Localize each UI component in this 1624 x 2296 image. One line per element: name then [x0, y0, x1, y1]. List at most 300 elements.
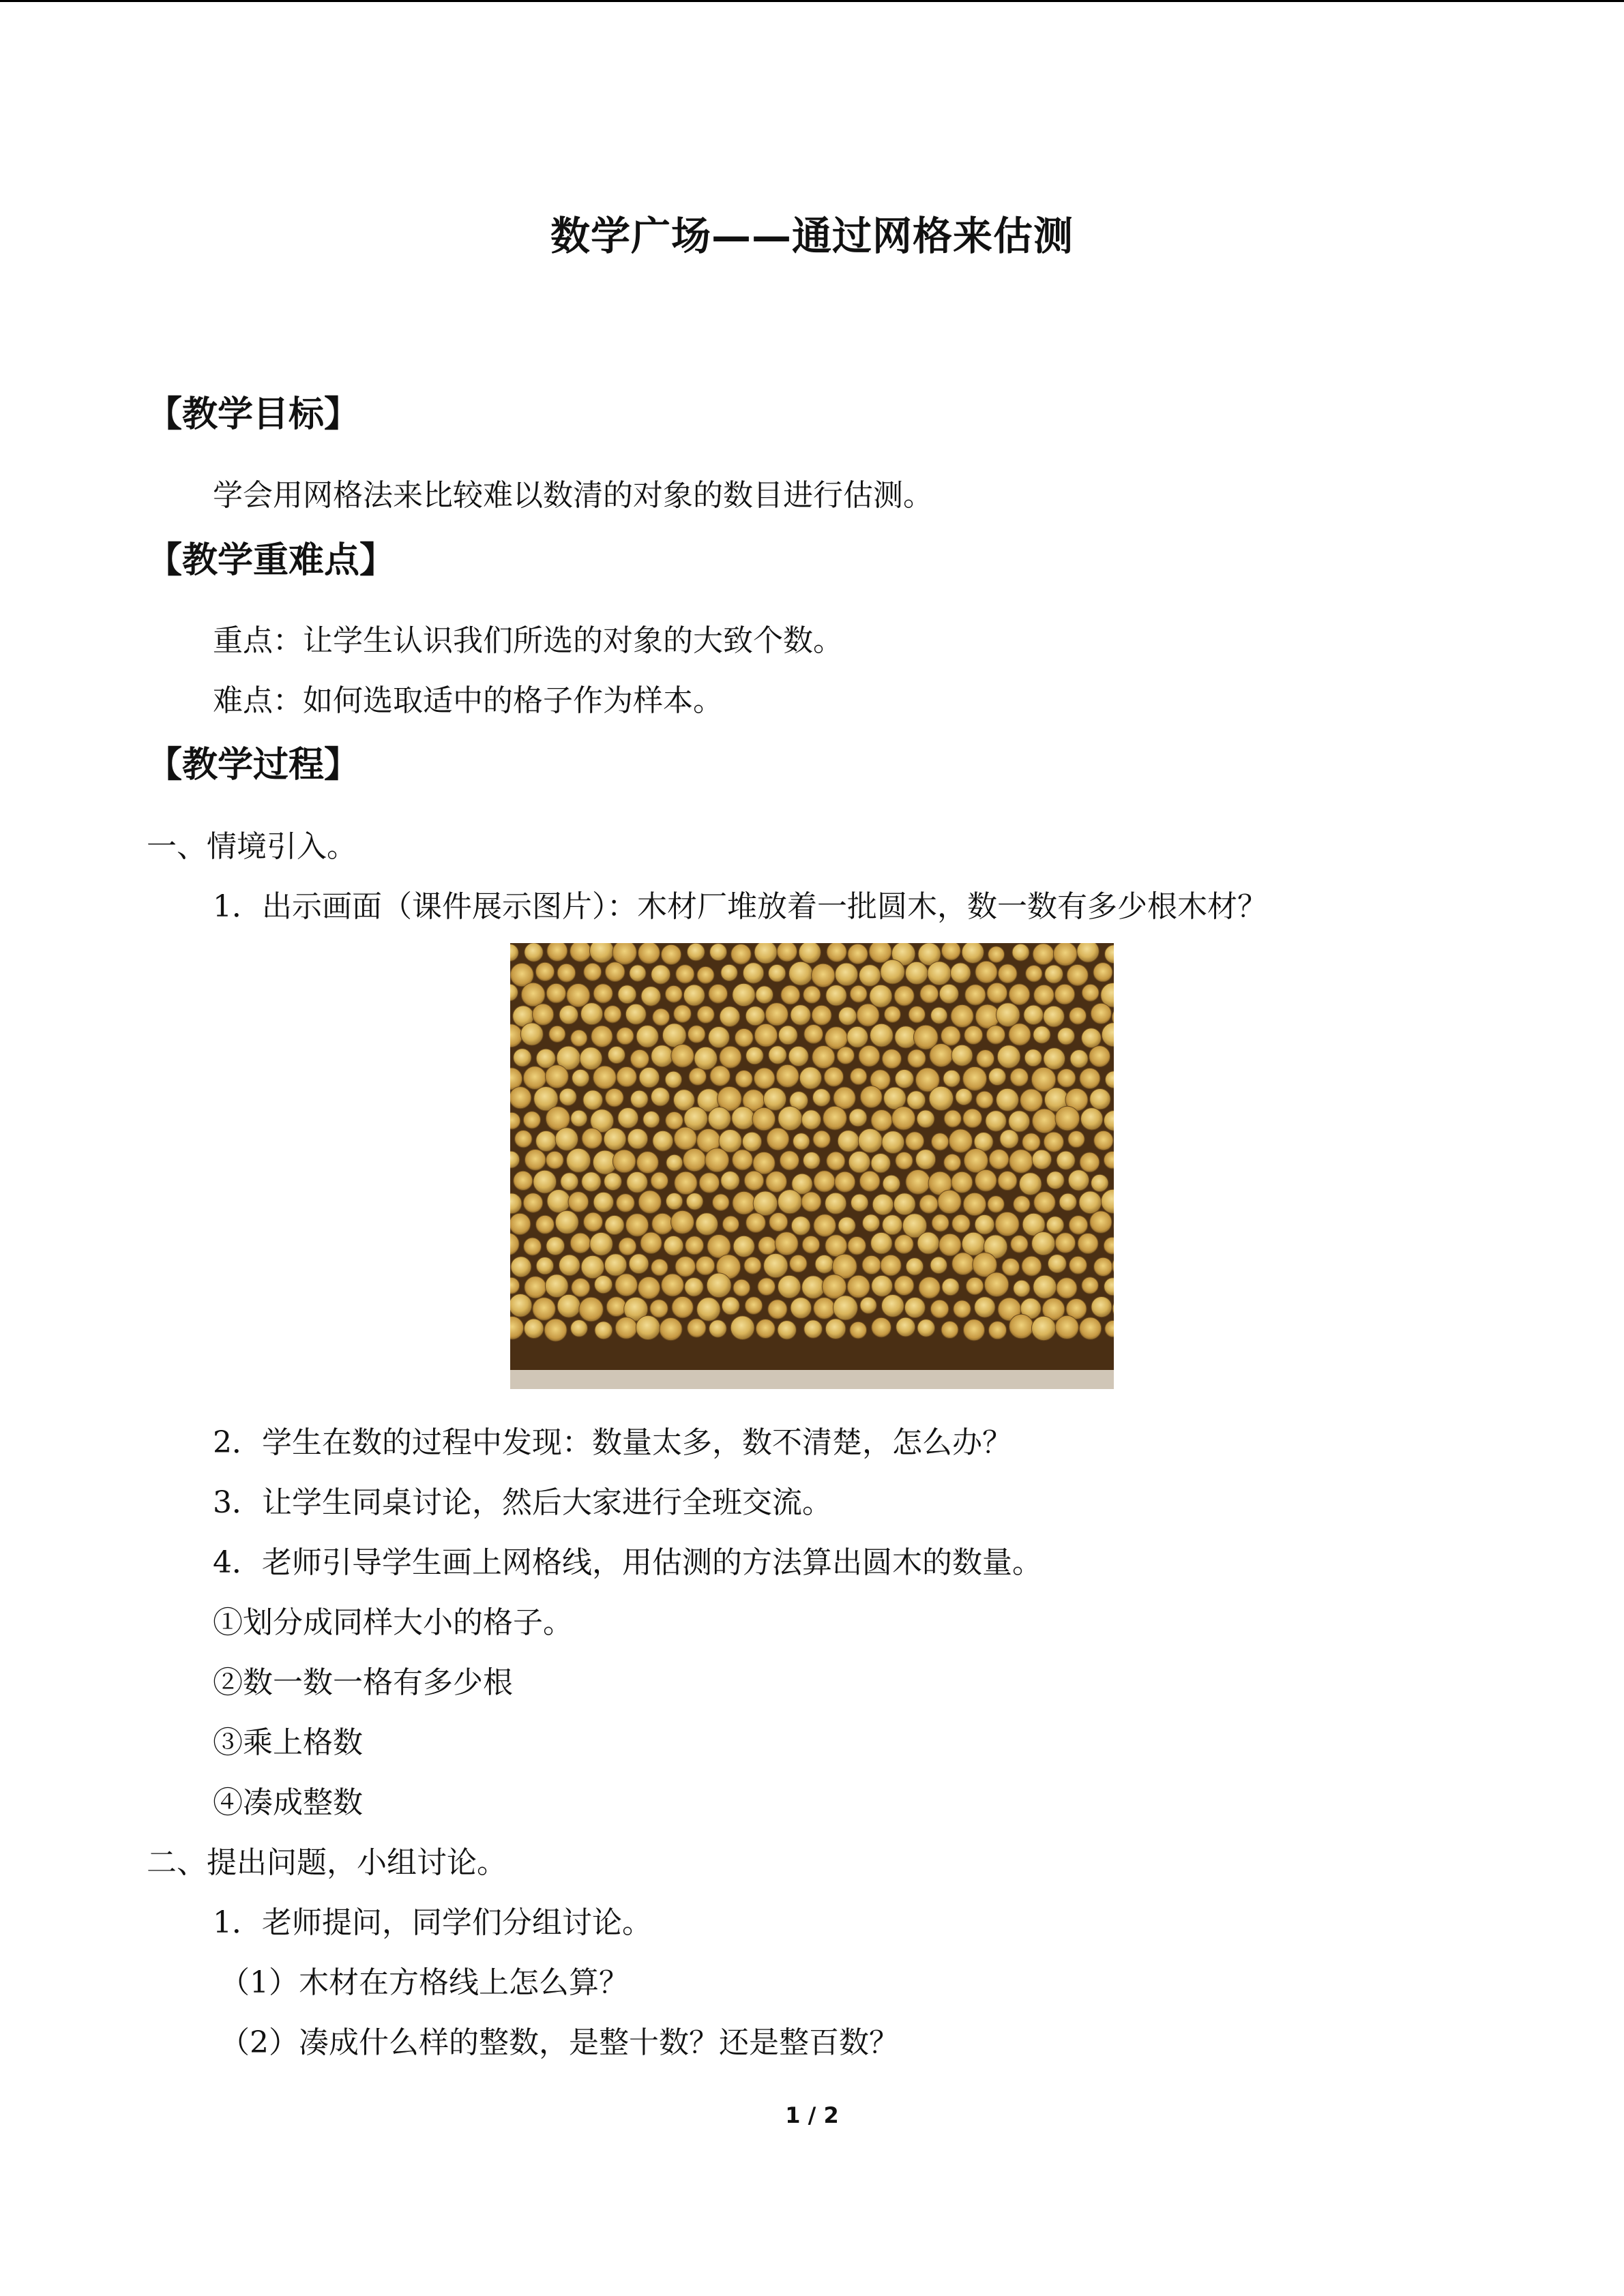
process-section-2: 二、提出问题，小组讨论。 [147, 1845, 507, 1880]
log-end [651, 965, 670, 984]
log-end [625, 1004, 646, 1024]
log-end [869, 943, 891, 963]
log-end [847, 1026, 868, 1047]
log-end [907, 1091, 926, 1109]
log-end [546, 1107, 570, 1131]
log-end [604, 1173, 622, 1191]
log-end [697, 1298, 720, 1321]
log-end [1070, 1050, 1088, 1068]
log-end [1089, 1046, 1110, 1067]
log-end [823, 1106, 847, 1130]
log-end [858, 1129, 882, 1152]
log-end [812, 1046, 835, 1069]
log-end [1032, 1150, 1051, 1169]
log-end [581, 1003, 603, 1025]
log-end [941, 943, 960, 960]
log-end [744, 1257, 761, 1274]
log-end [1046, 1217, 1064, 1234]
log-end [998, 964, 1017, 983]
log-end [661, 944, 681, 964]
log-end [665, 985, 682, 1002]
log-end [1059, 1193, 1076, 1210]
log-end [908, 1049, 926, 1068]
log-end [665, 1071, 681, 1088]
log-pile-photo [510, 943, 1114, 1389]
log-end [745, 1297, 763, 1315]
log-end [579, 1297, 604, 1322]
log-end [1009, 1024, 1031, 1045]
log-end [536, 1257, 553, 1274]
log-end [871, 1232, 892, 1253]
process-step-2: 2．学生在数的过程中发现：数量太多，数不清楚，怎么办？ [213, 1425, 1012, 1460]
log-end [949, 1129, 972, 1152]
log-end [1011, 1236, 1029, 1253]
log-end [720, 1046, 741, 1068]
log-end [881, 1255, 902, 1276]
log-end [870, 985, 892, 1007]
log-end [1044, 1132, 1063, 1152]
log-end [709, 1320, 727, 1338]
log-end [1044, 1006, 1065, 1027]
log-end [1014, 1196, 1031, 1213]
log-end [627, 1172, 648, 1193]
log-end [514, 1049, 531, 1067]
log-end [894, 1235, 913, 1254]
log-end [561, 1173, 578, 1191]
log-end [1033, 1026, 1050, 1043]
log-end [671, 1045, 694, 1068]
log-end [745, 1007, 765, 1026]
log-end [894, 1193, 915, 1215]
log-end [722, 1216, 739, 1232]
log-end [666, 1154, 683, 1171]
log-end [570, 943, 591, 961]
log-end [827, 1152, 845, 1170]
log-end [1069, 1007, 1087, 1024]
log-end [1026, 966, 1042, 982]
log-end [917, 1232, 939, 1254]
log-end [962, 1232, 985, 1255]
log-end [1090, 1089, 1110, 1109]
log-end [674, 1005, 692, 1023]
log-end [859, 1171, 880, 1191]
log-end [871, 1154, 890, 1173]
log-end [815, 1255, 833, 1273]
log-end [653, 1131, 673, 1151]
log-end [848, 1236, 866, 1255]
log-end [608, 1046, 625, 1063]
key-point-text: 重点：让学生认识我们所选的对象的大致个数。 [213, 623, 843, 658]
log-end [685, 1278, 703, 1296]
log-end [536, 1049, 555, 1068]
log-end [778, 1190, 801, 1214]
log-end [1057, 1069, 1076, 1087]
question-2: （2）凑成什么样的整数，是整十数？还是整百数？ [220, 2025, 899, 2060]
log-end [510, 1213, 531, 1234]
log-end [697, 1006, 714, 1023]
log-end [849, 1109, 867, 1127]
log-end [1091, 1297, 1112, 1317]
log-end [710, 944, 727, 961]
log-end [571, 1320, 588, 1337]
log-end [694, 1047, 718, 1070]
log-end [996, 1088, 1019, 1111]
log-end [709, 1027, 730, 1048]
log-end [799, 943, 821, 964]
log-end [630, 1049, 649, 1068]
log-end [824, 1067, 843, 1086]
document-title: 数学广场——通过网格来估测 [550, 213, 1074, 259]
log-end [629, 1254, 649, 1274]
log-end [802, 1276, 825, 1298]
log-end [943, 1070, 960, 1087]
log-end [1031, 1316, 1055, 1340]
log-end [965, 985, 986, 1005]
log-end [731, 944, 752, 965]
log-end [744, 1171, 764, 1191]
log-end [720, 1007, 740, 1027]
log-end [860, 1297, 876, 1313]
log-end [672, 1296, 693, 1317]
log-end [883, 1175, 900, 1192]
log-end [525, 1277, 546, 1298]
log-end [546, 1237, 565, 1255]
log-end [735, 1071, 752, 1088]
log-end [547, 943, 567, 961]
log-end [593, 1192, 613, 1212]
log-end [525, 943, 543, 961]
log-end [944, 1154, 961, 1171]
substep-2: ②数一数一格有多少根 [213, 1665, 513, 1700]
log-end [721, 1172, 739, 1190]
log-end [697, 966, 714, 983]
log-end [617, 1067, 636, 1086]
log-end [583, 1090, 603, 1110]
log-end [850, 1322, 867, 1339]
log-end [756, 986, 773, 1004]
log-end [916, 1150, 936, 1169]
log-end [986, 1026, 1005, 1044]
log-end [1022, 1133, 1040, 1151]
log-end [1082, 1277, 1099, 1294]
log-end [1054, 984, 1075, 1004]
log-end [612, 1150, 636, 1173]
log-end [557, 964, 576, 982]
log-end [653, 1009, 670, 1026]
log-end [1078, 1234, 1098, 1254]
log-end [652, 1213, 673, 1234]
log-end [1080, 1152, 1099, 1172]
log-end [812, 964, 836, 987]
log-end [733, 1150, 753, 1170]
log-end [988, 946, 1005, 963]
log-end [1068, 1170, 1089, 1191]
log-end [523, 1112, 540, 1129]
log-end [931, 1007, 947, 1024]
log-end [743, 963, 763, 983]
log-end [590, 1232, 613, 1255]
log-end [1053, 943, 1077, 966]
log-end [905, 961, 928, 984]
process-section-1: 一、情境引入。 [147, 829, 357, 864]
log-end [1045, 965, 1063, 983]
log-end [881, 959, 905, 984]
log-end [930, 1044, 953, 1067]
log-end [871, 1110, 892, 1131]
log-end [636, 1026, 658, 1047]
log-end [651, 1045, 673, 1067]
process-step-4: 4．老师引导学生画上网格线，用估测的方法算出圆木的数量。 [213, 1545, 1042, 1580]
log-end [951, 1045, 973, 1066]
log-end [514, 1171, 533, 1190]
log-end [977, 1050, 994, 1068]
difficult-point-text: 难点：如何选取适中的格子作为样本。 [213, 683, 723, 718]
log-end [568, 1192, 589, 1212]
log-end [989, 1068, 1006, 1085]
log-end [685, 1236, 704, 1255]
log-end [571, 1030, 587, 1046]
log-end [1044, 1048, 1065, 1070]
log-end [859, 965, 881, 987]
log-end [675, 1172, 697, 1194]
log-end [662, 1274, 684, 1296]
log-end [625, 1214, 648, 1236]
log-end [1009, 1111, 1030, 1132]
log-end [1080, 1068, 1100, 1088]
log-end [559, 1005, 578, 1024]
log-end [638, 943, 660, 964]
log-end [939, 1234, 962, 1256]
log-end [801, 1192, 821, 1212]
log-end [544, 1319, 567, 1341]
log-end [942, 1279, 959, 1296]
log-end [812, 1005, 831, 1025]
log-end [975, 1297, 995, 1317]
log-end [882, 1295, 904, 1317]
log-end [930, 1300, 949, 1318]
log-end [966, 1277, 984, 1295]
log-end [793, 1133, 810, 1150]
log-end [872, 1275, 893, 1296]
log-end [814, 1298, 835, 1319]
top-border [0, 0, 1624, 2]
log-end [689, 1068, 706, 1085]
log-end [1012, 944, 1029, 961]
log-end [986, 1111, 1006, 1131]
log-end [666, 1193, 682, 1209]
log-end [769, 1212, 788, 1231]
log-end [765, 1003, 788, 1026]
log-end [1014, 1280, 1030, 1296]
log-end [547, 1190, 570, 1213]
log-end [523, 1193, 543, 1213]
log-end [1069, 1216, 1088, 1235]
log-end [696, 1213, 718, 1236]
log-end [975, 961, 997, 983]
log-end [826, 985, 846, 1006]
log-end [906, 1132, 924, 1150]
log-end [559, 1088, 576, 1105]
objective-text: 学会用网格法来比较难以数清的对象的数目进行估测。 [213, 478, 933, 513]
log-end [631, 1090, 649, 1108]
log-end [546, 1151, 563, 1169]
log-end [954, 1300, 971, 1318]
log-end [640, 1232, 662, 1253]
log-end [941, 1026, 961, 1046]
log-end [825, 1027, 847, 1049]
log-end [859, 1045, 880, 1067]
log-end [696, 1256, 715, 1275]
log-end [638, 1277, 660, 1298]
log-end [1090, 1211, 1112, 1233]
log-end [789, 961, 813, 985]
log-end [1033, 1275, 1057, 1298]
log-end [976, 1091, 993, 1108]
log-end [671, 1210, 694, 1234]
log-end [758, 1236, 776, 1254]
log-end [870, 1024, 894, 1047]
log-end [884, 1087, 906, 1109]
log-end [906, 1258, 923, 1275]
log-end [1091, 1174, 1108, 1191]
log-end [572, 1279, 590, 1297]
log-end [1055, 1315, 1078, 1339]
log-end [838, 1217, 855, 1234]
log-end [612, 943, 636, 964]
log-end [510, 1294, 532, 1317]
log-end [963, 1193, 986, 1215]
log-end [732, 1107, 754, 1129]
log-end [604, 1254, 626, 1276]
log-end [662, 1024, 686, 1047]
log-end [778, 1106, 802, 1130]
log-end [532, 1004, 553, 1025]
log-end [688, 1319, 706, 1337]
log-end [1024, 1005, 1044, 1025]
log-end [791, 1005, 811, 1026]
log-end [722, 1297, 739, 1315]
log-end [882, 1049, 901, 1069]
log-end [584, 963, 602, 981]
log-end [989, 1150, 1009, 1169]
log-end [813, 1089, 831, 1107]
log-end [595, 1276, 612, 1294]
log-end [707, 1273, 731, 1298]
log-end [555, 1128, 578, 1150]
log-end [863, 1214, 880, 1232]
log-end [545, 1274, 568, 1298]
log-end [570, 1233, 591, 1253]
log-end [591, 1026, 612, 1047]
log-end [963, 1109, 982, 1128]
process-step-2-1: 1．老师提问，同学们分组讨论。 [213, 1905, 652, 1940]
log-end [956, 1088, 972, 1105]
process-step-1: 1．出示画面（课件展示图片）：木材厂堆放着一批圆木，数一数有多少根木材？ [213, 889, 1267, 924]
log-end [962, 943, 984, 964]
log-end [1024, 1049, 1042, 1067]
substep-4: ④凑成整数 [213, 1785, 363, 1820]
log-end [769, 964, 786, 981]
log-end [664, 1236, 683, 1255]
heading-objectives: 【教学目标】 [147, 394, 360, 435]
log-end [533, 1170, 557, 1193]
log-end [660, 1318, 682, 1341]
log-end [618, 985, 636, 1004]
log-end [754, 1068, 775, 1089]
log-end [919, 1277, 940, 1298]
log-end [593, 984, 612, 1003]
log-end [604, 1006, 621, 1023]
log-end [686, 1193, 703, 1210]
log-end [951, 963, 971, 983]
log-end [988, 1196, 1005, 1213]
log-end [580, 1047, 602, 1070]
log-end [995, 1212, 1019, 1236]
log-end [872, 1317, 891, 1337]
log-end [894, 1276, 914, 1296]
log-end [1009, 1150, 1033, 1174]
log-end [713, 1194, 730, 1211]
log-end [549, 1026, 565, 1042]
log-end [638, 1191, 661, 1213]
log-end [651, 1088, 670, 1106]
log-end [987, 983, 1007, 1003]
log-end [1094, 1131, 1113, 1150]
log-end [882, 1131, 904, 1154]
log-end [930, 1257, 947, 1274]
log-end [619, 1238, 636, 1255]
log-end [951, 1004, 973, 1027]
log-end [763, 1088, 786, 1110]
log-end [1055, 1233, 1076, 1253]
log-end [1019, 1173, 1042, 1195]
log-end [604, 1128, 626, 1150]
log-end [975, 1214, 994, 1234]
log-end [559, 1255, 580, 1276]
log-end [1033, 944, 1054, 965]
log-end [1046, 1172, 1064, 1189]
log-end [651, 1259, 668, 1276]
log-end [1091, 1003, 1111, 1024]
log-end [857, 1004, 879, 1026]
log-end [536, 1215, 555, 1234]
log-end [730, 1316, 754, 1340]
log-end [752, 1107, 776, 1131]
log-end [1057, 1151, 1075, 1169]
log-end [615, 1317, 637, 1339]
log-end [617, 1028, 634, 1045]
log-end [710, 1066, 730, 1086]
log-end [567, 1148, 591, 1172]
log-end [683, 1148, 705, 1171]
log-end [848, 1151, 870, 1173]
log-end [1034, 1192, 1056, 1214]
log-end [1069, 1256, 1087, 1274]
log-end [919, 1195, 938, 1213]
log-end [1058, 1028, 1075, 1045]
log-end [904, 1298, 925, 1318]
log-end [1032, 1232, 1055, 1255]
log-end [1067, 964, 1088, 985]
log-end [1009, 1314, 1034, 1339]
log-end [928, 961, 951, 985]
log-end [687, 943, 705, 961]
log-end [753, 1152, 775, 1174]
log-end [825, 1193, 846, 1214]
log-end [799, 1067, 821, 1089]
page-number: 1 / 2 [785, 2102, 839, 2128]
substep-1: ①划分成同样大小的格子。 [213, 1605, 573, 1640]
